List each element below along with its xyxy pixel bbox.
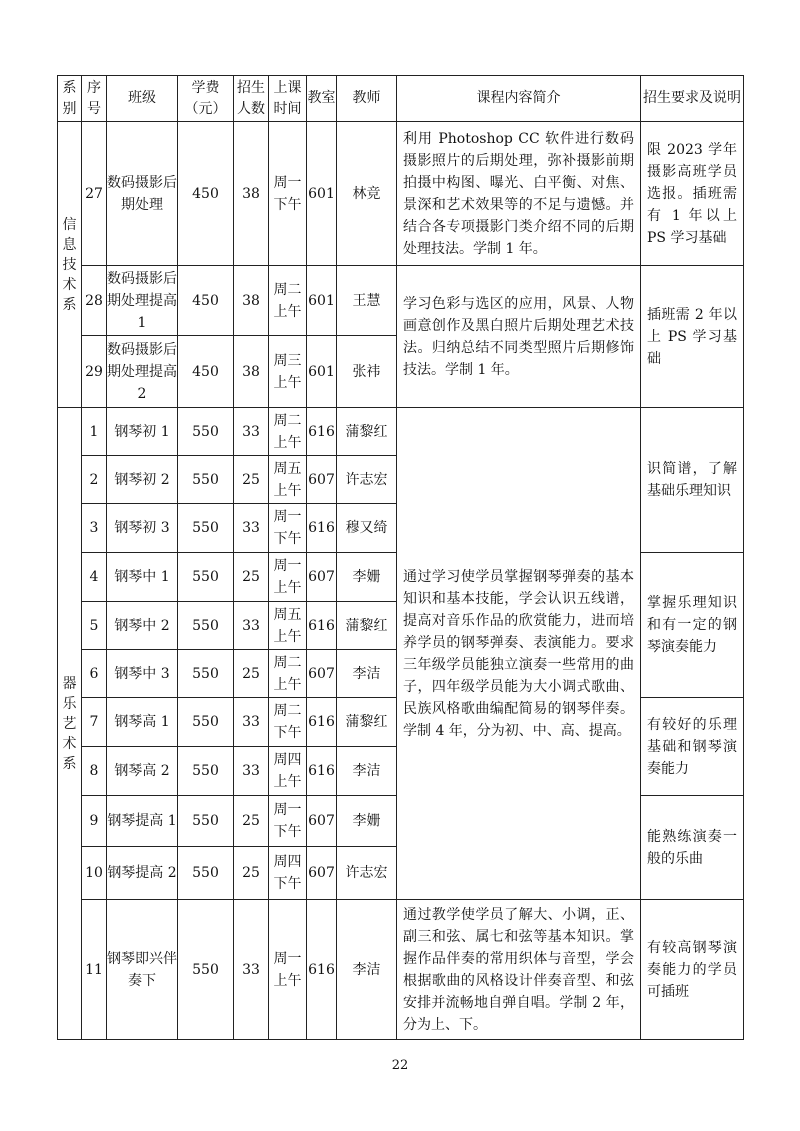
header-class: 班级 [107,76,178,122]
row-room: 601 [307,122,337,266]
row-teacher: 李洁 [337,650,397,698]
row-teacher: 许志宏 [337,456,397,504]
row-quota: 38 [234,336,269,408]
row-time: 周二上午 [269,408,307,456]
row-time: 周四下午 [269,847,307,900]
row-teacher: 许志宏 [337,847,397,900]
content-11: 通过教学使学员了解大、小调，正、副三和弦、属七和弦等基本知识。掌握作品伴奏的常用织体与音型，学会根据歌曲的风格设计伴奏音型、和弦安排并流畅地自弹自唱。学制 2 年，分为上、下。 [397,900,641,1040]
header-quota: 招生人数 [234,76,269,122]
requirement-11: 有较高钢琴演奏能力的学员可插班 [641,900,744,1040]
header-dept: 系别 [58,76,82,122]
row-fee: 450 [178,122,234,266]
row-fee: 450 [178,336,234,408]
row-room: 607 [307,456,337,504]
row-teacher: 王慧 [337,266,397,336]
row-time: 周一下午 [269,796,307,847]
row-room: 616 [307,698,337,747]
page-number: 22 [391,1058,409,1073]
row-fee: 550 [178,602,234,650]
table-row [58,266,744,336]
row-teacher: 蒲黎红 [337,408,397,456]
row-no: 3 [82,504,107,553]
requirement-advanced: 有较好的乐理基础和钢琴演奏能力 [641,698,744,796]
table-row [58,900,744,1040]
row-class: 钢琴提高 2 [107,847,178,900]
row-room: 607 [307,553,337,602]
row-quota: 38 [234,266,269,336]
row-quota: 33 [234,900,269,1040]
header-teacher: 教师 [337,76,397,122]
row-time: 周五上午 [269,456,307,504]
row-quota: 33 [234,698,269,747]
row-no: 29 [82,336,107,408]
row-fee: 550 [178,504,234,553]
row-time: 周一下午 [269,504,307,553]
row-time: 周三上午 [269,336,307,408]
row-class: 钢琴初 1 [107,408,178,456]
header-time: 上课时间 [269,76,307,122]
row-fee: 550 [178,456,234,504]
row-no: 6 [82,650,107,698]
dept-it: 信息技术系 [62,216,77,313]
requirement-improve: 能熟练演奏一般的乐曲 [641,796,744,900]
row-class: 数码摄影后期处理提高 1 [107,266,178,336]
header-content: 课程内容简介 [397,76,641,122]
requirement-beginner: 识简谱，了解基础乐理知识 [641,408,744,553]
row-quota: 38 [234,122,269,266]
row-time: 周二下午 [269,698,307,747]
row-no: 2 [82,456,107,504]
row-quota: 25 [234,796,269,847]
row-room: 607 [307,796,337,847]
row-time: 周五上午 [269,602,307,650]
row-no: 11 [82,900,107,1040]
row-fee: 450 [178,266,234,336]
row-quota: 25 [234,650,269,698]
row-class: 数码摄影后期处理提高 2 [107,336,178,408]
requirement-27: 限 2023 学年摄影高班学员选报。插班需有 1 年以上 PS 学习基础 [641,122,744,266]
dept-music-cell [58,408,82,1040]
row-room: 616 [307,602,337,650]
row-class: 钢琴高 1 [107,698,178,747]
requirement-28-29: 插班需 2 年以上 PS 学习基础 [641,266,744,408]
row-fee: 550 [178,650,234,698]
row-fee: 550 [178,900,234,1040]
row-no: 8 [82,747,107,796]
row-fee: 550 [178,553,234,602]
row-no: 27 [82,122,107,266]
requirement-intermediate: 掌握乐理知识和有一定的钢琴演奏能力 [641,553,744,698]
content-piano: 通过学习使学员掌握钢琴弹奏的基本知识和基本技能，学会认识五线谱，提高对音乐作品的欣赏能力，进而培养学员的钢琴弹奏、表演能力。要求三年级学员能独立演奏一些常用的曲子，四年级学员能为大小调式歌曲、民族风格歌曲编配简易的钢琴伴奏。学制 4 年，分为初、中、高、提高。 [397,408,641,900]
dept-it-cell [58,122,82,408]
row-time: 周一下午 [269,122,307,266]
row-class: 钢琴初 3 [107,504,178,553]
row-room: 607 [307,650,337,698]
row-teacher: 蒲黎红 [337,602,397,650]
row-quota: 33 [234,602,269,650]
content-27: 利用 Photoshop CC 软件进行数码摄影照片的后期处理，弥补摄影前期拍摄中构图、曝光、白平衡、对焦、景深和艺术效果等的不足与遗憾。并结合各专项摄影门类介绍不同的后期处理技法。学制 1 年。 [397,122,641,266]
row-room: 607 [307,847,337,900]
row-quota: 25 [234,847,269,900]
row-room: 616 [307,504,337,553]
row-class: 钢琴中 1 [107,553,178,602]
row-room: 616 [307,747,337,796]
row-fee: 550 [178,747,234,796]
row-class: 数码摄影后期处理 [107,122,178,266]
header-no: 序号 [82,76,107,122]
row-quota: 25 [234,456,269,504]
row-no: 5 [82,602,107,650]
row-room: 616 [307,408,337,456]
row-time: 周四上午 [269,747,307,796]
course-table [57,75,744,1040]
row-time: 周一上午 [269,900,307,1040]
row-no: 10 [82,847,107,900]
row-no: 1 [82,408,107,456]
header-room: 教室 [307,76,337,122]
header-row [58,76,744,122]
header-fee: 学费（元） [178,76,234,122]
row-fee: 550 [178,698,234,747]
table-row [58,408,744,456]
row-no: 7 [82,698,107,747]
row-no: 4 [82,553,107,602]
row-quota: 25 [234,553,269,602]
row-class: 钢琴即兴伴奏下 [107,900,178,1040]
row-no: 28 [82,266,107,336]
row-class: 钢琴提高 1 [107,796,178,847]
dept-music: 器乐艺术系 [62,675,77,772]
row-fee: 550 [178,408,234,456]
row-teacher: 穆又绮 [337,504,397,553]
row-time: 周一上午 [269,553,307,602]
row-no: 9 [82,796,107,847]
content-28-29: 学习色彩与选区的应用，风景、人物画意创作及黑白照片后期处理艺术技法。归纳总结不同类型照片后期修饰技法。学制 1 年。 [397,266,641,408]
table-row [58,122,744,266]
header-requirements: 招生要求及说明 [641,76,744,122]
row-quota: 33 [234,747,269,796]
row-teacher: 李姗 [337,796,397,847]
row-teacher: 李洁 [337,747,397,796]
row-room: 601 [307,266,337,336]
row-room: 601 [307,336,337,408]
row-teacher: 张祎 [337,336,397,408]
row-quota: 33 [234,504,269,553]
row-teacher: 林竞 [337,122,397,266]
row-time: 周二上午 [269,266,307,336]
row-quota: 33 [234,408,269,456]
row-room: 616 [307,900,337,1040]
row-fee: 550 [178,796,234,847]
row-class: 钢琴中 2 [107,602,178,650]
row-class: 钢琴高 2 [107,747,178,796]
row-fee: 550 [178,847,234,900]
row-class: 钢琴中 3 [107,650,178,698]
row-teacher: 李姗 [337,553,397,602]
row-time: 周二上午 [269,650,307,698]
row-teacher: 李洁 [337,900,397,1040]
row-teacher: 蒲黎红 [337,698,397,747]
row-class: 钢琴初 2 [107,456,178,504]
